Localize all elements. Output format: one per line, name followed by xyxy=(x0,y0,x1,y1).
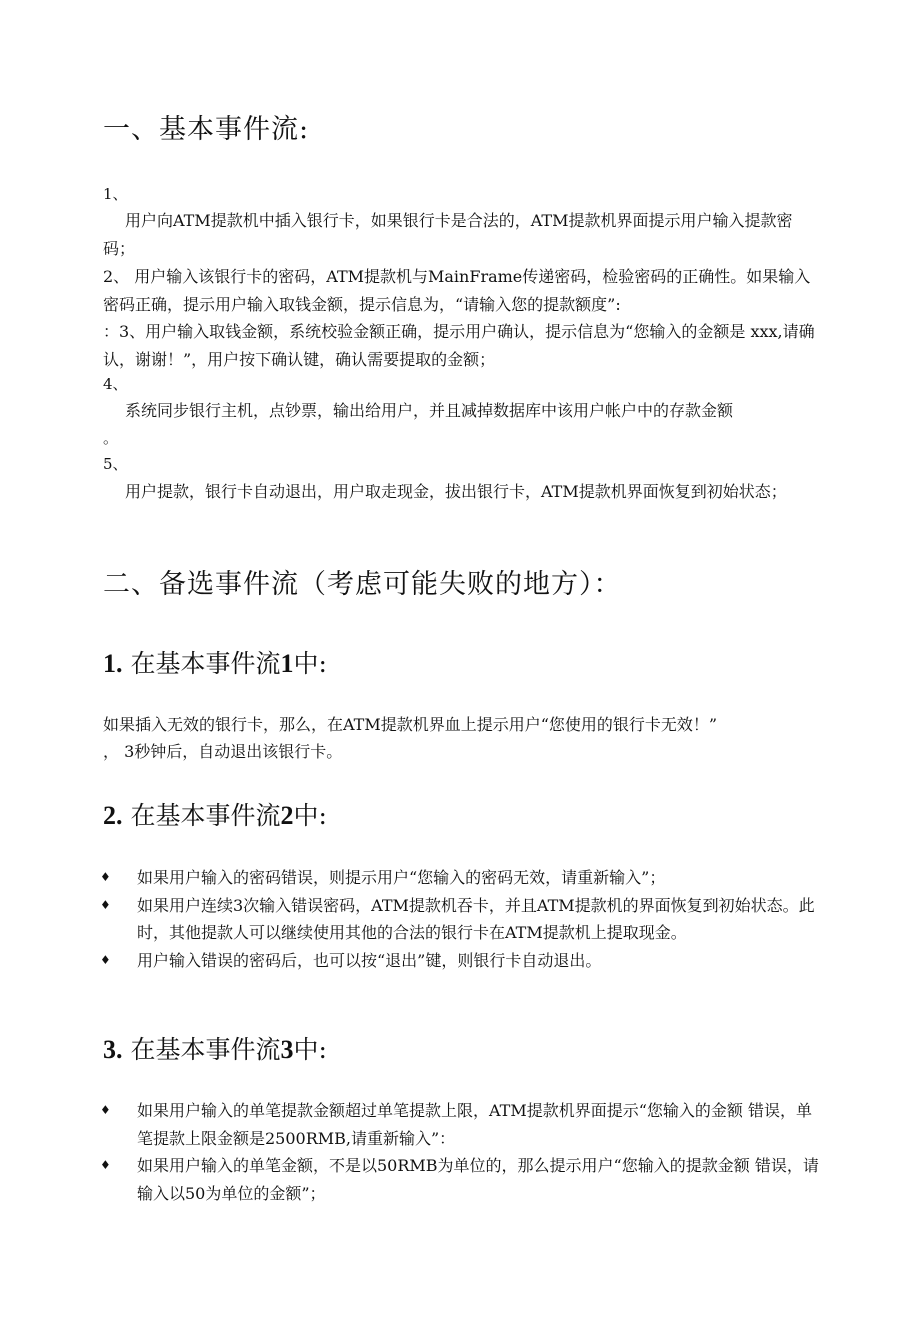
list-item-text: 如果用户连续3次输入错误密码，ATM提款机吞卡，并且ATM提款机的界面恢复到初始状态。此时，其他提款人可以继续使用其他的合法的银行卡在ATM提款机上提取现金。 xyxy=(137,895,815,942)
sub3-title-suffix: 中: xyxy=(293,1035,327,1064)
sub2-heading xyxy=(103,800,327,832)
sub1-title-number: 1 xyxy=(280,649,294,678)
list-item-text: 如果用户输入的密码错误，则提示用户“您输入的密码无效，请重新输入”； xyxy=(137,868,666,887)
step4-number: 4、 xyxy=(103,375,128,393)
list-item-text: 如果用户输入的单笔金额，不是以50RMB为单位的，那么提示用户“您输入的提款金额 错误，请输入以50为单位的金额”； xyxy=(137,1156,819,1203)
bullet-diamond-icon: ♦ xyxy=(100,897,111,912)
section2-heading: 二、备选事件流（考虑可能失败的地方）： xyxy=(103,569,622,600)
sub3-number: 3. xyxy=(103,1035,123,1064)
step5-text: 用户提款，银行卡自动退出，用户取走现金，拔出银行卡，ATM提款机界面恢复到初始状态； xyxy=(125,482,787,501)
list-item xyxy=(100,947,820,975)
step1-number: 1、 xyxy=(103,185,128,203)
bullet-diamond-icon: ♦ xyxy=(100,1103,111,1117)
list-item xyxy=(100,1097,820,1152)
list-item-text: 如果用户输入的单笔提款金额超过单笔提款上限，ATM提款机界面提示“您输入的金额 错误，单笔提款上限金额是2500RMB,请重新输入”： xyxy=(137,1101,813,1148)
bullet-diamond-icon: ♦ xyxy=(100,952,111,967)
step3-text: ：3、用户输入取钱金额，系统校验金额正确，提示用户确认，提示信息为“您输入的金额是 xxx,请确认，谢谢！”，用户按下确认键，确认需要提取的金额； xyxy=(103,322,815,369)
sub1-title: 在基本事件流 xyxy=(130,649,281,678)
sub2-title-suffix: 中: xyxy=(293,801,327,830)
list-item xyxy=(100,864,820,892)
list-item xyxy=(100,892,820,947)
sub3-bullet-list xyxy=(100,1097,820,1207)
section1-heading: 一、基本事件流: xyxy=(103,114,310,145)
sub2-title: 在基本事件流 xyxy=(130,801,281,830)
sub2-title-number: 2 xyxy=(280,801,294,830)
sub3-heading xyxy=(103,1034,327,1066)
list-item xyxy=(100,1152,820,1207)
bullet-diamond-icon: ♦ xyxy=(100,1158,111,1172)
sub1-heading xyxy=(103,648,327,680)
sub3-title: 在基本事件流 xyxy=(130,1035,281,1064)
sub3-title-number: 3 xyxy=(280,1035,294,1064)
sub1-number: 1. xyxy=(103,649,123,678)
sub2-bullet-list xyxy=(100,864,820,974)
step2-text: 2、 用户输入该银行卡的密码，ATM提款机与MainFrame传递密码，检验密码的正确性。如果输入密码正确，提示用户输入取钱金额，提示信息为，“请输入您的提款额度”: xyxy=(103,267,811,314)
list-item-text: 用户输入错误的密码后，也可以按“退出”键，则银行卡自动退出。 xyxy=(137,950,602,970)
bullet-diamond-icon: ♦ xyxy=(100,870,111,884)
step4-text: 系统同步银行主机，点钞票，输出给用户，并且减掉数据库中该用户帐户中的存款金额 xyxy=(125,401,734,420)
sub2-number: 2. xyxy=(103,801,123,830)
step5-number: 5、 xyxy=(103,455,128,473)
step1-text: 用户向ATM提款机中插入银行卡，如果银行卡是合法的，ATM提款机界面提示用户输入提款密码； xyxy=(103,211,793,258)
step4-tail: 。 xyxy=(103,429,119,447)
sub1-text-continued: ， 3秒钟后，自动退出该银行卡。 xyxy=(103,742,343,761)
sub1-title-suffix: 中: xyxy=(293,649,327,678)
sub1-text: 如果插入无效的银行卡，那么，在ATM提款机界血上提示用户“您使用的银行卡无效！” xyxy=(103,715,718,734)
